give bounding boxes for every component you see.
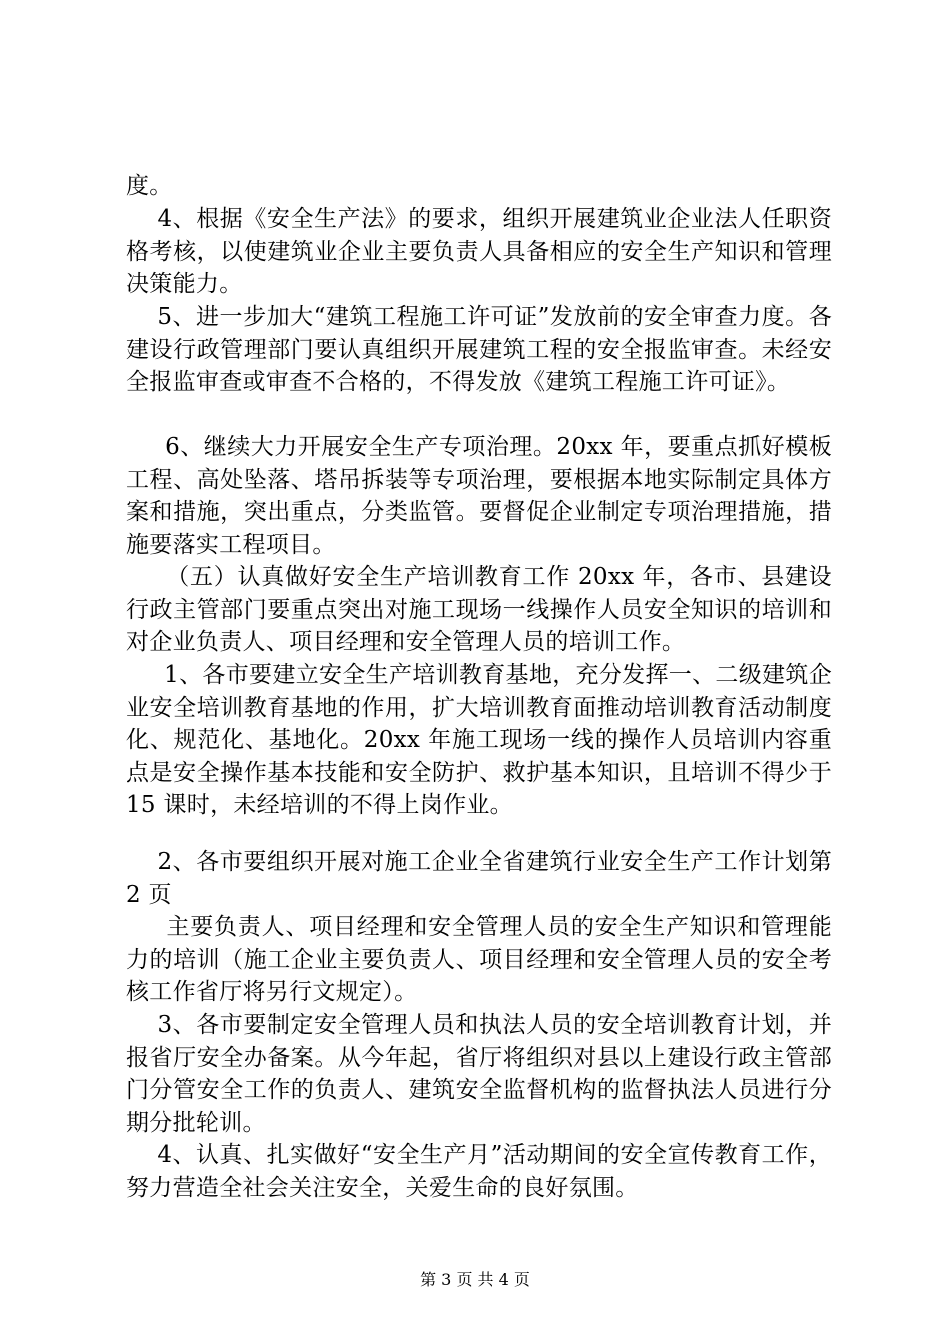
paragraph-training-2: 2、各市要组织开展对施工企业全省建筑行业安全生产工作计划第 2 页 bbox=[126, 849, 840, 908]
page-footer: 第 3 页 共 4 页 bbox=[420, 1270, 530, 1289]
paragraph-item-4: 4、根据《安全生产法》的要求，组织开展建筑业企业法人任职资格考核，以使建筑业企业主要负责人具备相应的安全生产知识和管理决策能力。 bbox=[126, 206, 832, 298]
paragraph-item-6: 6、继续大力开展安全生产专项治理。20xx 年，要重点抓好模板工程、高处坠落、塔吊拆装等专项治理，要根据本地实际制定具体方案和措施，突出重点，分类监管。要督促企业制定专项治理措施，措施要落实工程项目。 bbox=[126, 434, 833, 558]
paragraph-item-5: 5、进一步加大“建筑工程施工许可证”发放前的安全审查力度。各建设行政管理部门要认真组织开展建筑工程的安全报监审查。未经安全报监审查或审查不合格的，不得发放《建筑工程施工许可证》。 bbox=[126, 304, 832, 396]
paragraph-section-5: （五）认真做好安全生产培训教育工作 20xx 年，各市、县建设行政主管部门要重点突出对施工现场一线操作人员安全知识的培训和对企业负责人、项目经理和安全管理人员的培训工作。 bbox=[126, 564, 832, 656]
paragraph-training-3: 3、各市要制定安全管理人员和执法人员的安全培训教育计划，并报省厅安全办备案。从今年起，省厅将组织对县以上建设行政主管部门分管安全工作的负责人、建筑安全监督机构的监督执法人员进行分期分批轮训。 bbox=[126, 1012, 832, 1136]
paragraph-training-2-continued: 主要负责人、项目经理和安全管理人员的安全生产知识和管理能力的培训（施工企业主要负责人、项目经理和安全管理人员的安全考核工作省厅将另行文规定）。 bbox=[126, 914, 832, 1006]
paragraph-training-4: 4、认真、扎实做好“安全生产月”活动期间的安全宣传教育工作，努力营造全社会关注安全，关爱生命的良好氛围。 bbox=[126, 1142, 832, 1201]
paragraph-continuation: 度。 bbox=[126, 173, 173, 199]
paragraph-training-1: 1、各市要建立安全生产培训教育基地，充分发挥一、二级建筑企业安全培训教育基地的作用，扩大培训教育面推动培训教育活动制度化、规范化、基地化。20xx 年施工现场一线的操作人员培训内容重点是安全操作基本技能和安全防护、救护基本知识，且培训不得少于 15 课时，未经培训的不得上岗作业。 bbox=[126, 662, 840, 819]
